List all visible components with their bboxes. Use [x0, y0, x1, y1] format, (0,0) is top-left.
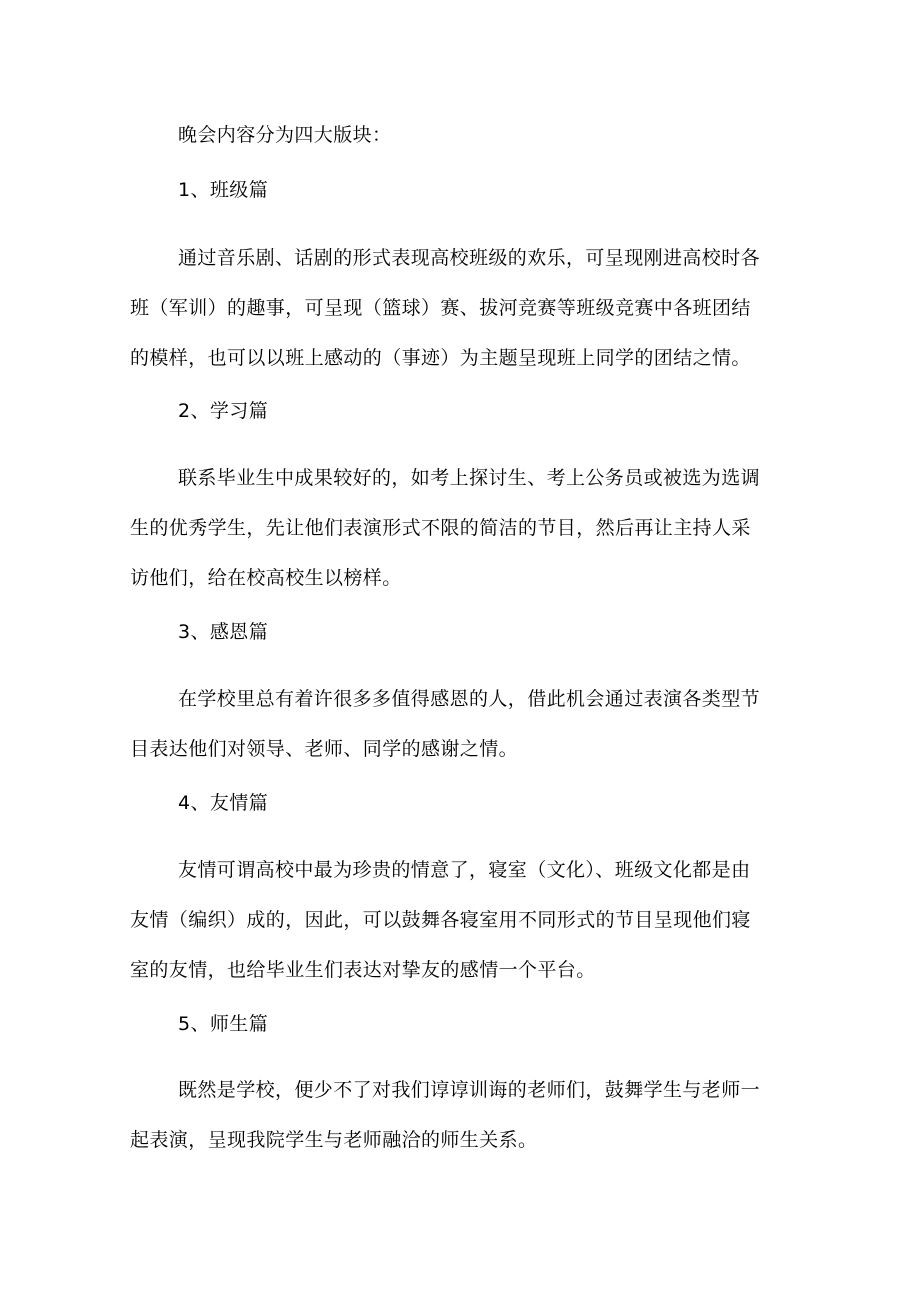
paragraph-line: 的模样，也可以以班上感动的（事迹）为主题呈现班上同学的团结之情。 [130, 347, 751, 369]
paragraph-line: 班（军训）的趣事，可呈现（篮球）赛、拔河竞赛等班级竞赛中各班团结 [130, 297, 751, 319]
paragraph-line: 目表达他们对领导、老师、同学的感谢之情。 [130, 738, 519, 760]
intro-text: 晚会内容分为四大版块： [178, 124, 392, 146]
section-heading: 2、学习篇 [178, 400, 269, 422]
paragraph-line: 访他们，给在校高校生以榜样。 [130, 567, 402, 589]
paragraph-line: 在学校里总有着许很多多值得感恩的人，借此机会通过表演各类型节 [178, 688, 761, 710]
paragraph-line: 友情可谓高校中最为珍贵的情意了，寝室（文化）、班级文化都是由 [178, 859, 751, 881]
section-heading: 5、师生篇 [178, 1013, 269, 1035]
section-heading: 1、班级篇 [178, 179, 269, 201]
paragraph-line: 友情（编织）成的，因此，可以鼓舞各寝室用不同形式的节目呈现他们寝 [130, 909, 751, 931]
paragraph-line: 室的友情，也给毕业生们表达对挚友的感情一个平台。 [130, 959, 596, 981]
section-heading: 4、友情篇 [178, 792, 269, 814]
paragraph-line: 通过音乐剧、话剧的形式表现高校班级的欢乐，可呈现刚进高校时各 [178, 247, 761, 269]
section-heading: 3、感恩篇 [178, 621, 269, 643]
paragraph-line: 联系毕业生中成果较好的，如考上探讨生、考上公务员或被选为选调 [178, 467, 761, 489]
paragraph-line: 起表演，呈现我院学生与老师融洽的师生关系。 [130, 1129, 538, 1151]
paragraph-line: 生的优秀学生，先让他们表演形式不限的简洁的节目，然后再让主持人采 [130, 517, 751, 539]
paragraph-line: 既然是学校，便少不了对我们谆谆训诲的老师们，鼓舞学生与老师一 [178, 1079, 761, 1101]
